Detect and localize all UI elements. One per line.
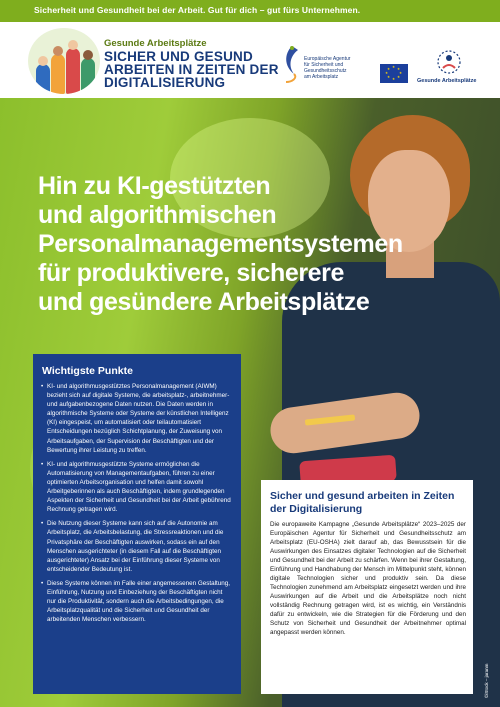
campaign-tagline: Sicherheit und Gesundheit bei der Arbeit. Gut für dich – gut fürs Unternehmen. bbox=[34, 5, 361, 15]
campaign-info-box bbox=[261, 480, 473, 694]
osha-name-line-1: Europäische Agentur bbox=[304, 56, 351, 62]
key-points-box bbox=[33, 354, 241, 694]
headline-line-5: und gesündere Arbeitsplätze bbox=[38, 288, 370, 316]
key-points-title: Wichtigste Punkte bbox=[42, 365, 133, 377]
campaign-title-line-2: ARBEITEN IN ZEITEN DER bbox=[104, 62, 279, 77]
key-point-item: • Diese Systeme können im Falle einer angemessenen Gestaltung, Einführung, Nutzung und Einbeziehung der Beschäftigten nicht nur die Produktivität, sondern auch die Arbeitsbedingungen, die Arbeitsplatzqualität und die Sicherheit und Gesundheit der arbeitenden Menschen verbessern. bbox=[41, 579, 233, 624]
osha-name-line-2: für Sicherheit und Gesundheitsschutz bbox=[304, 62, 347, 74]
headline-line-4: für produktivere, sicherere bbox=[38, 259, 344, 287]
key-point-item: • Die Nutzung dieser Systeme kann sich auf die Autonomie am Arbeitsplatz, die Arbeitsbelastung, die Stressreaktionen und die Privatsphäre der Beschäftigten auswirken, sodass ein auf den Menschen ausgerichteter (in diesem Fall auf die Beschäftigten ausgerichteter) Ansatz bei der Einführung dieser Systeme von entscheidender Bedeutung ist. bbox=[41, 519, 233, 574]
headline-line-3: Personalmanagementsystemen bbox=[38, 230, 403, 258]
campaign-name: Gesunde Arbeitsplätze bbox=[104, 38, 207, 49]
photo-credit bbox=[484, 650, 494, 700]
campaign-title-line-3: DIGITALISIERUNG bbox=[104, 75, 226, 90]
main-headline bbox=[38, 172, 403, 317]
info-box-text: Die europaweite Kampagne „Gesunde Arbeitsplätze“ 2023–2025 der Europäischen Agentur für Sicherheit und Gesundheitsschutz am Arbeitsplatz (EU-OSHA) zielt darauf ab, das Bewusstsein für die Auswirkungen des Einsatzes digitaler Technologien auf die Sicherheit und Gesundheit bei der Arbeit zu schärfen. Wenn bei ihrer Gestaltung, Einführung und Handhabung der Mensch im Mittelpunkt steht, können digitale Technologien sicher und produktiv sein. Da diese Technologien zunehmend am Arbeitsplatz eingesetzt werden und ihre Auswirkungen auf die Arbeit und die Arbeitsplätze noch nicht vollständig Rechnung getragen wird, ist es wichtig, ein Verständnis dafür zu entwickeln, wie die Strategien für die Förderung und den Schutz von Sicherheit und Gesundheit der Arbeitnehmer optimal angepasst werden können. bbox=[270, 521, 466, 636]
campaign-illustration-icon bbox=[28, 28, 100, 94]
eu-osha-logo bbox=[282, 44, 374, 92]
top-banner bbox=[0, 0, 500, 22]
eu-flag-icon: ★ ★ ★ ★ ★ ★ ★ ★ bbox=[380, 64, 408, 83]
headline-line-2: und algorithmischen bbox=[38, 201, 277, 229]
headline-line-1: Hin zu KI-gestützten bbox=[38, 172, 271, 200]
key-point-item: • KI- und algorithmusgestützte Systeme ermöglichen die Automatisierung von Managementaufgaben, führen zu einer optimierten Arbeitsorganisation und helfen damit sowohl Arbeitgeberinnen als auch Beschäftigten, indem grundlegenden Aspekten der Sicherheit und Gesundheit bei der Arbeit gebührend Rechnung getragen wird. bbox=[41, 460, 233, 515]
photo-credit-text: ©iStock – jaranm bbox=[484, 663, 489, 698]
campaign-title-line-1: SICHER UND GESUND bbox=[104, 49, 253, 64]
osha-name-line-3: am Arbeitsplatz bbox=[304, 74, 339, 80]
healthy-workplaces-logo-icon bbox=[432, 48, 466, 76]
key-point-item: • KI- und algorithmusgestütztes Personalmanagement (AIWM) bezieht sich auf digitale Systeme, die arbeitsplatz-, arbeitnehmer- und aufgabenbezogene Daten nutzen. Die Daten werden in algorithmische Systeme oder Systeme der künstlichen Intelligenz (KI) eingespeist, um automatisiert oder teilautomatisiert Entscheidungen bezüglich Schichtplanung, der Zuweisung von Arbeitsaufgaben, der Supervision der Beschäftigten und der Bewertung ihrer Leistung zu treffen. bbox=[41, 382, 233, 455]
header bbox=[0, 22, 500, 98]
healthy-workplaces-label: Gesunde Arbeitsplätze bbox=[417, 78, 477, 84]
eu-osha-swoosh-icon bbox=[282, 44, 302, 84]
info-box-title: Sicher und gesund arbeiten in Zeiten der Digitalisierung bbox=[270, 490, 455, 515]
key-points-list bbox=[33, 382, 241, 629]
